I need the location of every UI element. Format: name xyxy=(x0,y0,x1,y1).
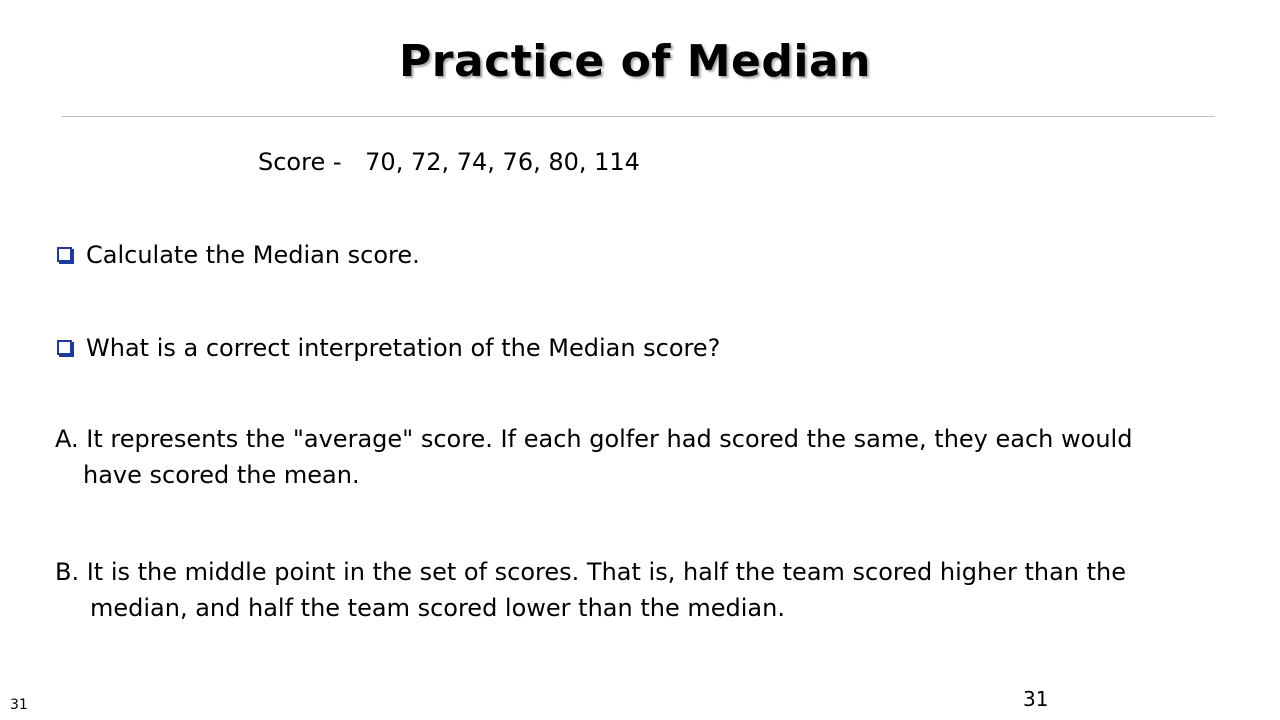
bullet-text: Calculate the Median score. xyxy=(86,241,420,269)
bullet-text: What is a correct interpretation of the Median score? xyxy=(86,334,721,362)
answer-text-line: B. It is the middle point in the set of scores. That is, half the team scored higher than the xyxy=(55,558,1127,586)
slide-number: 31 xyxy=(10,697,28,713)
score-line xyxy=(258,144,640,180)
page-number: 31 xyxy=(1023,687,1049,711)
answer-text-line: A. It represents the "average" score. If each golfer had scored the same, they each would xyxy=(55,425,1133,453)
slide-title: Practice of Median xyxy=(399,36,871,87)
answer-text-line: have scored the mean. xyxy=(83,461,360,489)
answer-option-b xyxy=(55,554,1235,626)
score-values: 70, 72, 74, 76, 80, 114 xyxy=(365,148,640,176)
score-label: Score - xyxy=(258,148,342,176)
answer-option-a xyxy=(55,421,1235,493)
checkbox-bullet-icon xyxy=(57,340,72,355)
title-divider xyxy=(62,116,1215,117)
bullet-item-interpretation xyxy=(55,330,720,366)
checkbox-bullet-icon xyxy=(57,247,72,262)
bullet-item-calculate xyxy=(55,237,420,273)
answer-text-line: median, and half the team scored lower than the median. xyxy=(90,594,785,622)
